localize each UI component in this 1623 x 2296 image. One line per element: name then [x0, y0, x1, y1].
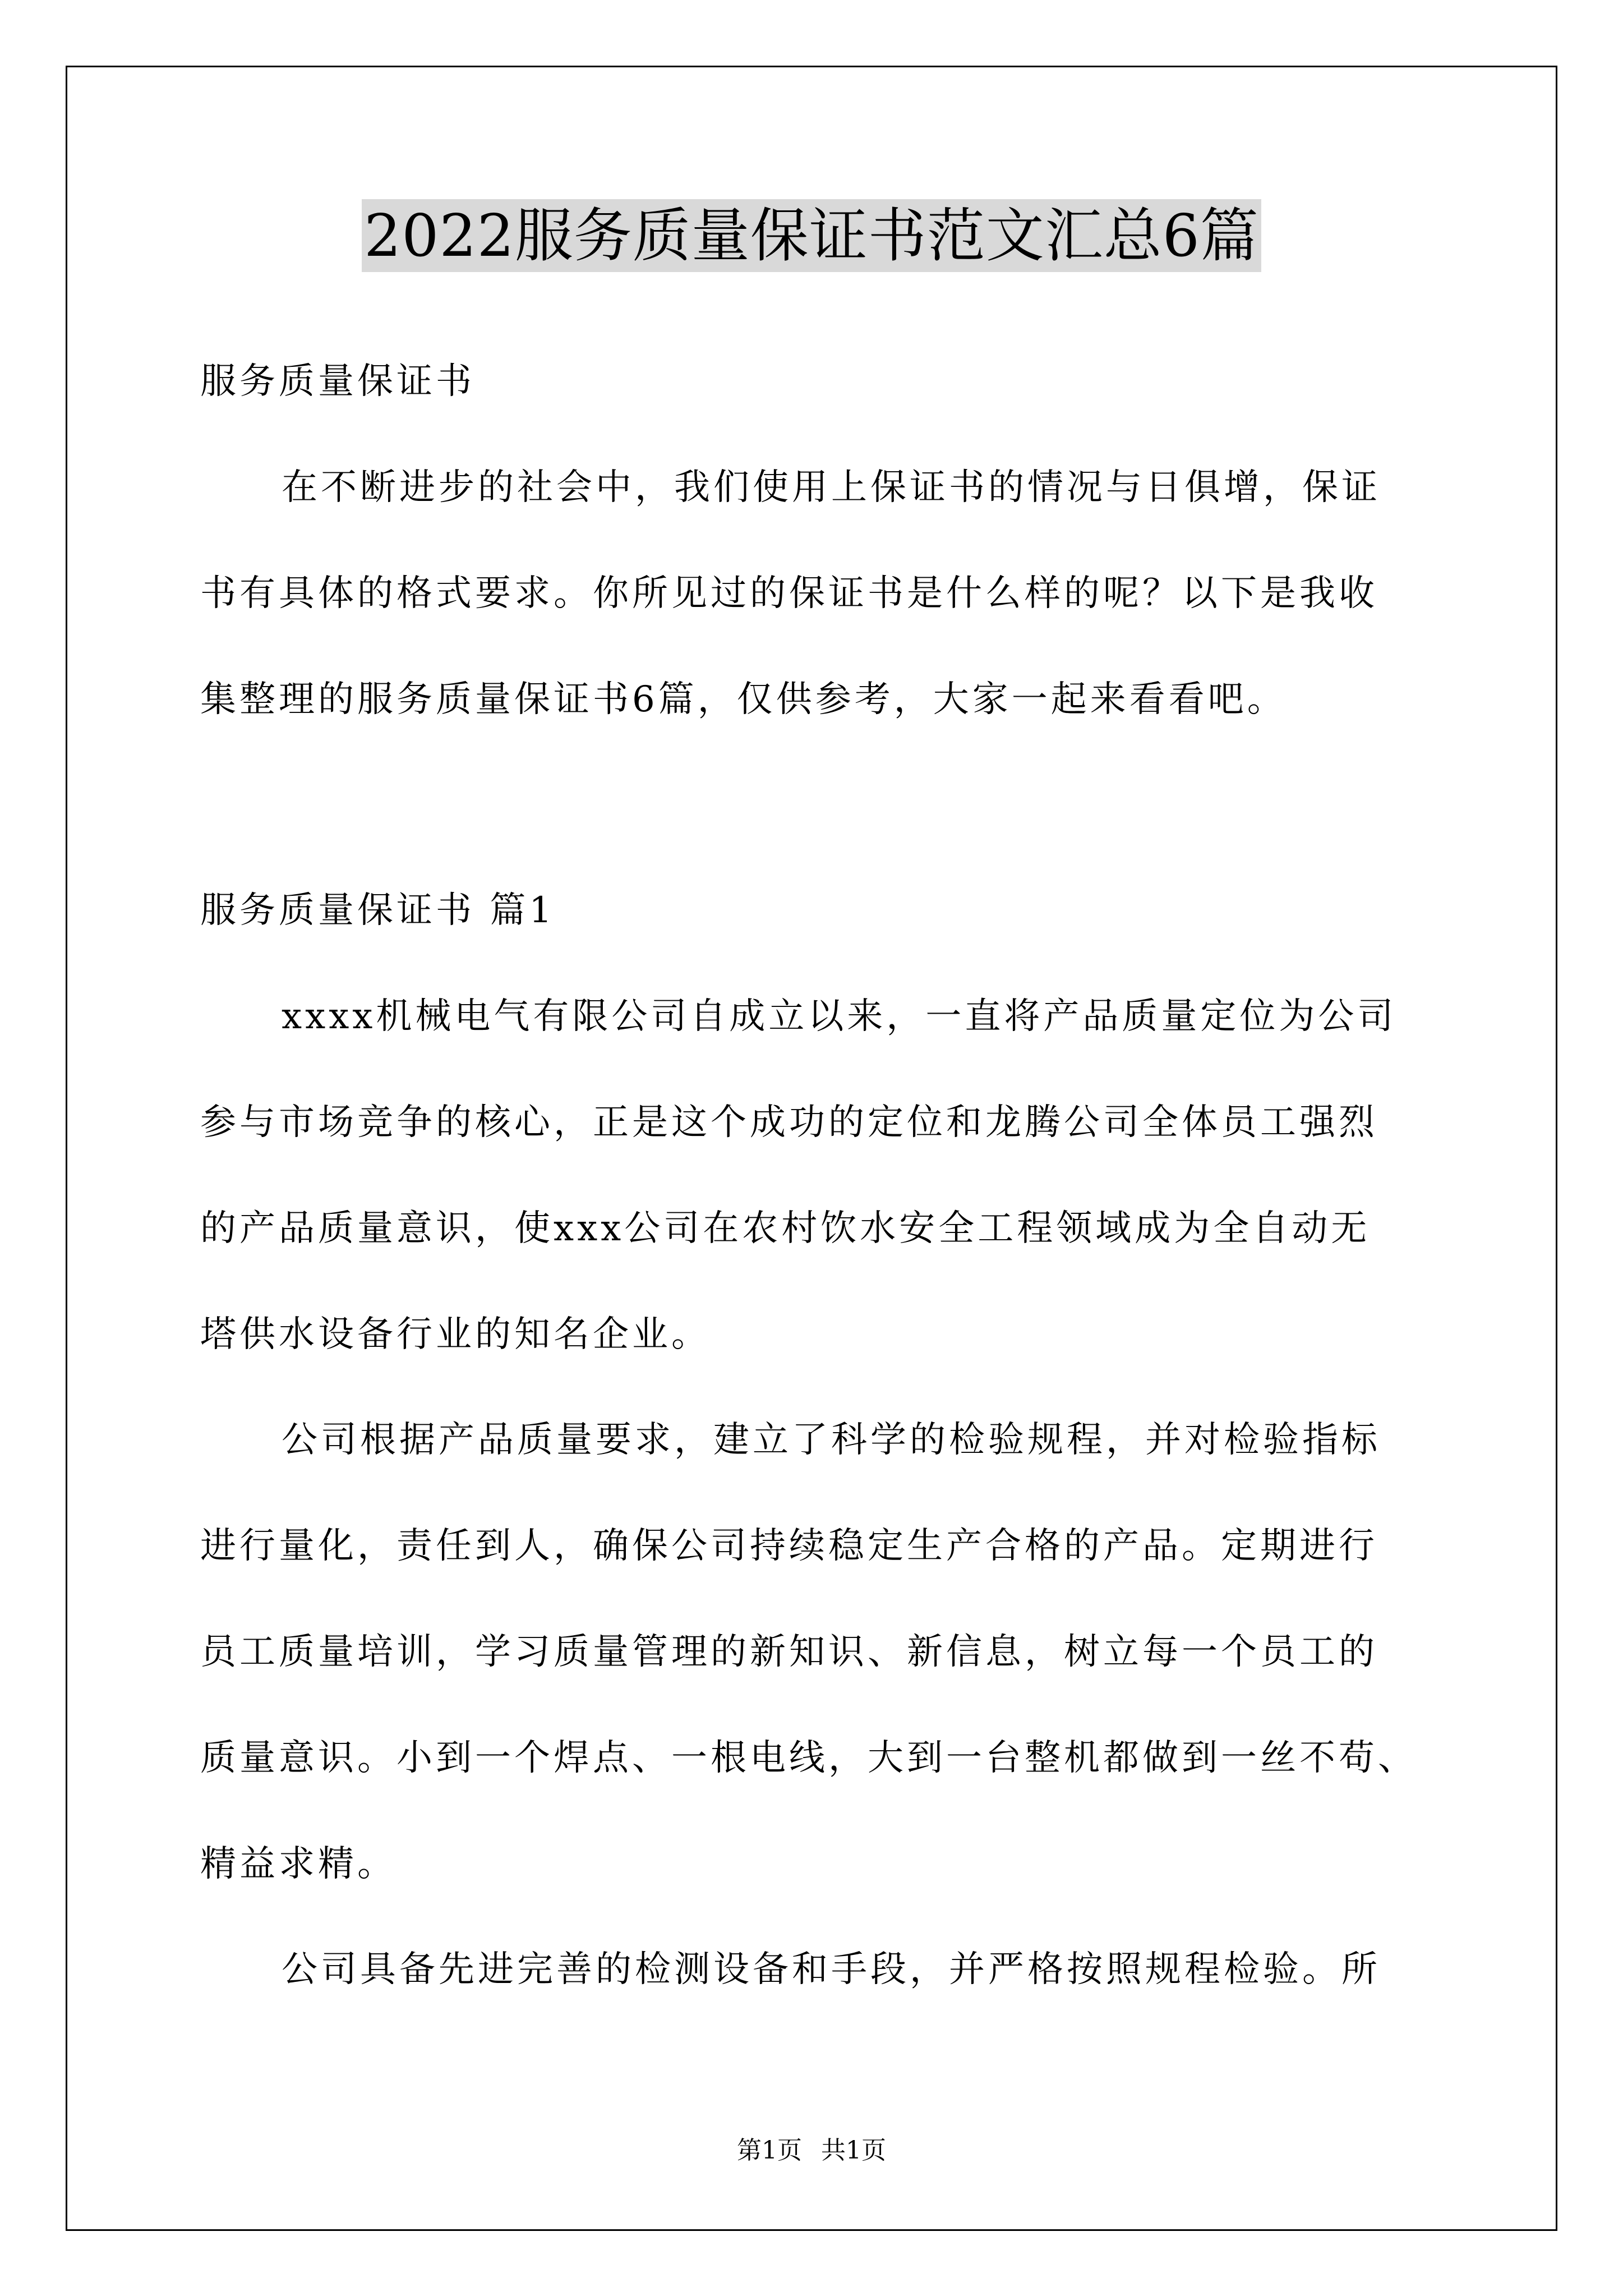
paragraph-line: 公司具备先进完善的检测设备和手段，并严格按照规程检验。所 — [282, 1949, 1381, 1990]
title-container — [0, 199, 1623, 272]
paragraph-line: xxxx机械电气有限公司自成立以来，一直将产品质量定位为公司 — [282, 996, 1397, 1037]
page-total: 共1页 — [821, 2136, 886, 2165]
page-number: 第1页 — [737, 2136, 802, 2165]
paragraph-line: 员工质量培训，学习质量管理的新知识、新信息，树立每一个员工的 — [200, 1631, 1378, 1673]
paragraph-line: 质量意识。小到一个焊点、一根电线，大到一台整机都做到一丝不苟、 — [200, 1737, 1417, 1779]
paragraph-line: 的产品质量意识，使xxx公司在农村饮水安全工程领域成为全自动无 — [200, 1208, 1371, 1249]
section-heading: 服务质量保证书 — [200, 361, 475, 402]
paragraph-line: 公司根据产品质量要求，建立了科学的检验规程，并对检验指标 — [282, 1419, 1381, 1461]
document-title: 2022服务质量保证书范文汇总6篇 — [362, 199, 1261, 272]
paragraph-line: 精益求精。 — [200, 1843, 396, 1885]
paragraph-line: 书有具体的格式要求。你所见过的保证书是什么样的呢？以下是我收 — [200, 573, 1378, 614]
page-footer — [0, 2135, 1623, 2166]
paragraph-line: 进行量化，责任到人，确保公司持续稳定生产合格的产品。定期进行 — [200, 1525, 1378, 1567]
paragraph-line: 参与市场竞争的核心，正是这个成功的定位和龙腾公司全体员工强烈 — [200, 1102, 1378, 1143]
paragraph-line: 集整理的服务质量保证书6篇，仅供参考，大家一起来看看吧。 — [200, 679, 1287, 720]
section-heading: 服务质量保证书 篇1 — [200, 890, 556, 931]
paragraph-line: 塔供水设备行业的知名企业。 — [200, 1314, 711, 1355]
paragraph-line: 在不断进步的社会中，我们使用上保证书的情况与日俱增，保证 — [282, 467, 1381, 508]
